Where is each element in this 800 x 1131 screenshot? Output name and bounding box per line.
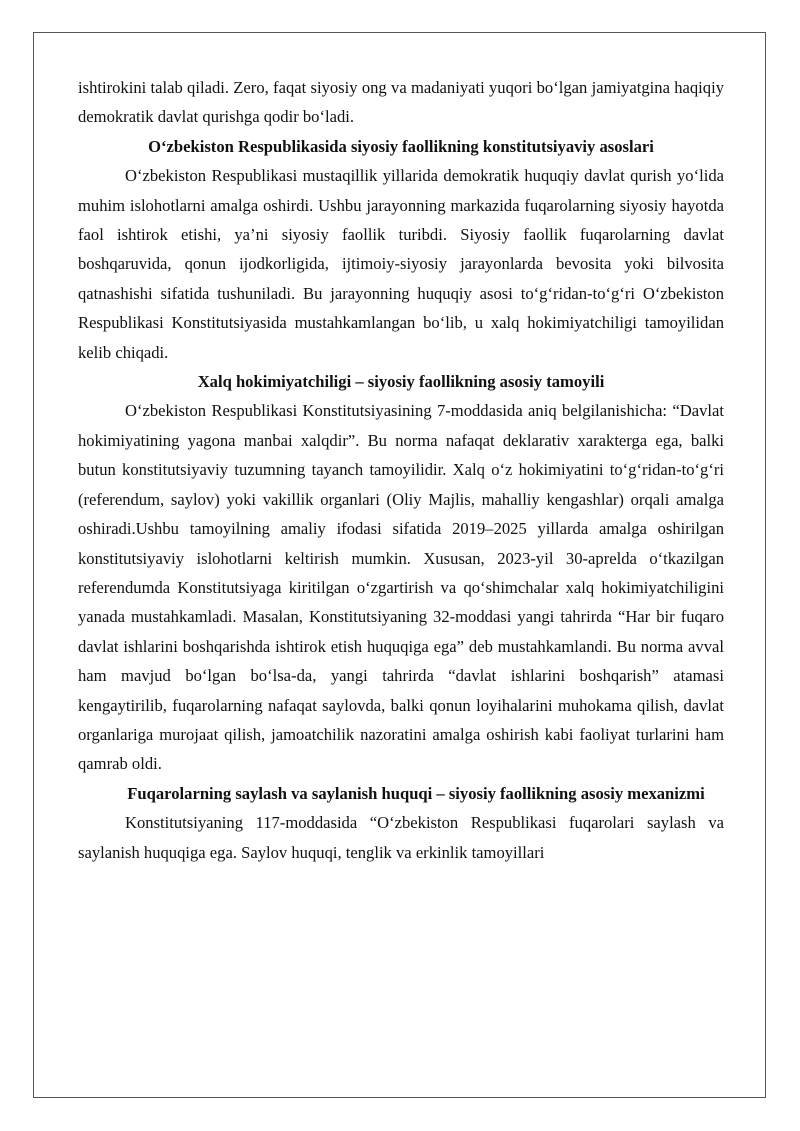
paragraph-article-7: O‘zbekiston Respublikasi Konstitutsiyasining 7-moddasida aniq belgilanishicha: “Davlat hokimiyatining yagona manbai xalqdir”. Bu norma nafaqat deklarativ xarakterga ega, balki butun konstitutsiyaviy tuzumning tayanch tamoyilidir. Xalq o‘z hokimiyatini to‘g‘ridan-to‘g‘ri (referendum, saylov) yoki vakillik organlari (Oliy Majlis, mahalliy kengashlar) orqali amalga oshiradi.Ushbu tamoyilning amaliy ifodasi sifatida 2019–2025 yillarda amalga oshirilgan konstitutsiyaviy islohotlarni keltirish mumkin. Xususan, 2023-yil 30-aprelda o‘tkazilgan referendumda Konstitutsiyaga kiritilgan o‘zgartirish va qo‘shimchalar xalq hokimiyatchiligini yanada mustahkamladi. Masalan, Konstitutsiyaning 32-moddasi yangi tahrirda “Har bir fuqaro davlat ishlarini boshqarishda ishtirok etish huquqiga ega” deb mustahkamlandi. Bu norma avval ham mavjud bo‘lgan bo‘lsa-da, yangi tahrirda “davlat ishlarini boshqarish” atamasi kengaytirilib, fuqarolarning nafaqat saylovda, balki qonun loyihalarini muhokama qilish, davlat organlariga murojaat qilish, jamoatchilik nazoratini amalga oshirish kabi faoliyat turlarini ham qamrab oldi. [78, 401, 724, 774]
document-body [78, 73, 724, 867]
paragraph-article-117: Konstitutsiyaning 117-moddasida “O‘zbekiston Respublikasi fuqarolari saylash va saylanish huquqiga ega. Saylov huquqi, tenglik va erkinlik tamoyillari [78, 813, 724, 862]
section-heading-constitutional-basis: O‘zbekiston Respublikasida siyosiy faollikning konstitutsiyaviy asoslari [148, 136, 654, 156]
section-heading-peoples-sovereignty: Xalq hokimiyatchiligi – siyosiy faollikning asosiy tamoyili [197, 372, 605, 392]
paragraph-continued: ishtirokini talab qiladi. Zero, faqat siyosiy ong va madaniyati yuqori bo‘lgan jamiyatgina haqiqiy demokratik davlat qurishga qodir bo‘ladi. [78, 78, 724, 127]
section-heading-electoral-rights: Fuqarolarning saylash va saylanish huquqi – siyosiy faollikning asosiy mexanizmi [127, 783, 705, 803]
paragraph-reforms: O‘zbekiston Respublikasi mustaqillik yillarida demokratik huquqiy davlat qurish yo‘lida muhim islohotlarni amalga oshirdi. Ushbu jarayonning markazida fuqarolarning siyosiy hayotda faol ishtirok etishi, ya’ni siyosiy faollik turibdi. Siyosiy faollik fuqarolarning davlat boshqaruvida, qonun ijodkorligida, ijtimoiy-siyosiy jarayonlarda bevosita yoki bilvosita qatnashishi sifatida tushuniladi. Bu jarayonning huquqiy asosi to‘g‘ridan-to‘g‘ri O‘zbekiston Respublikasi Konstitutsiyasida mustahkamlangan bo‘lib, u xalq hokimiyatchiligi tamoyilidan kelib chiqadi. [78, 166, 724, 362]
